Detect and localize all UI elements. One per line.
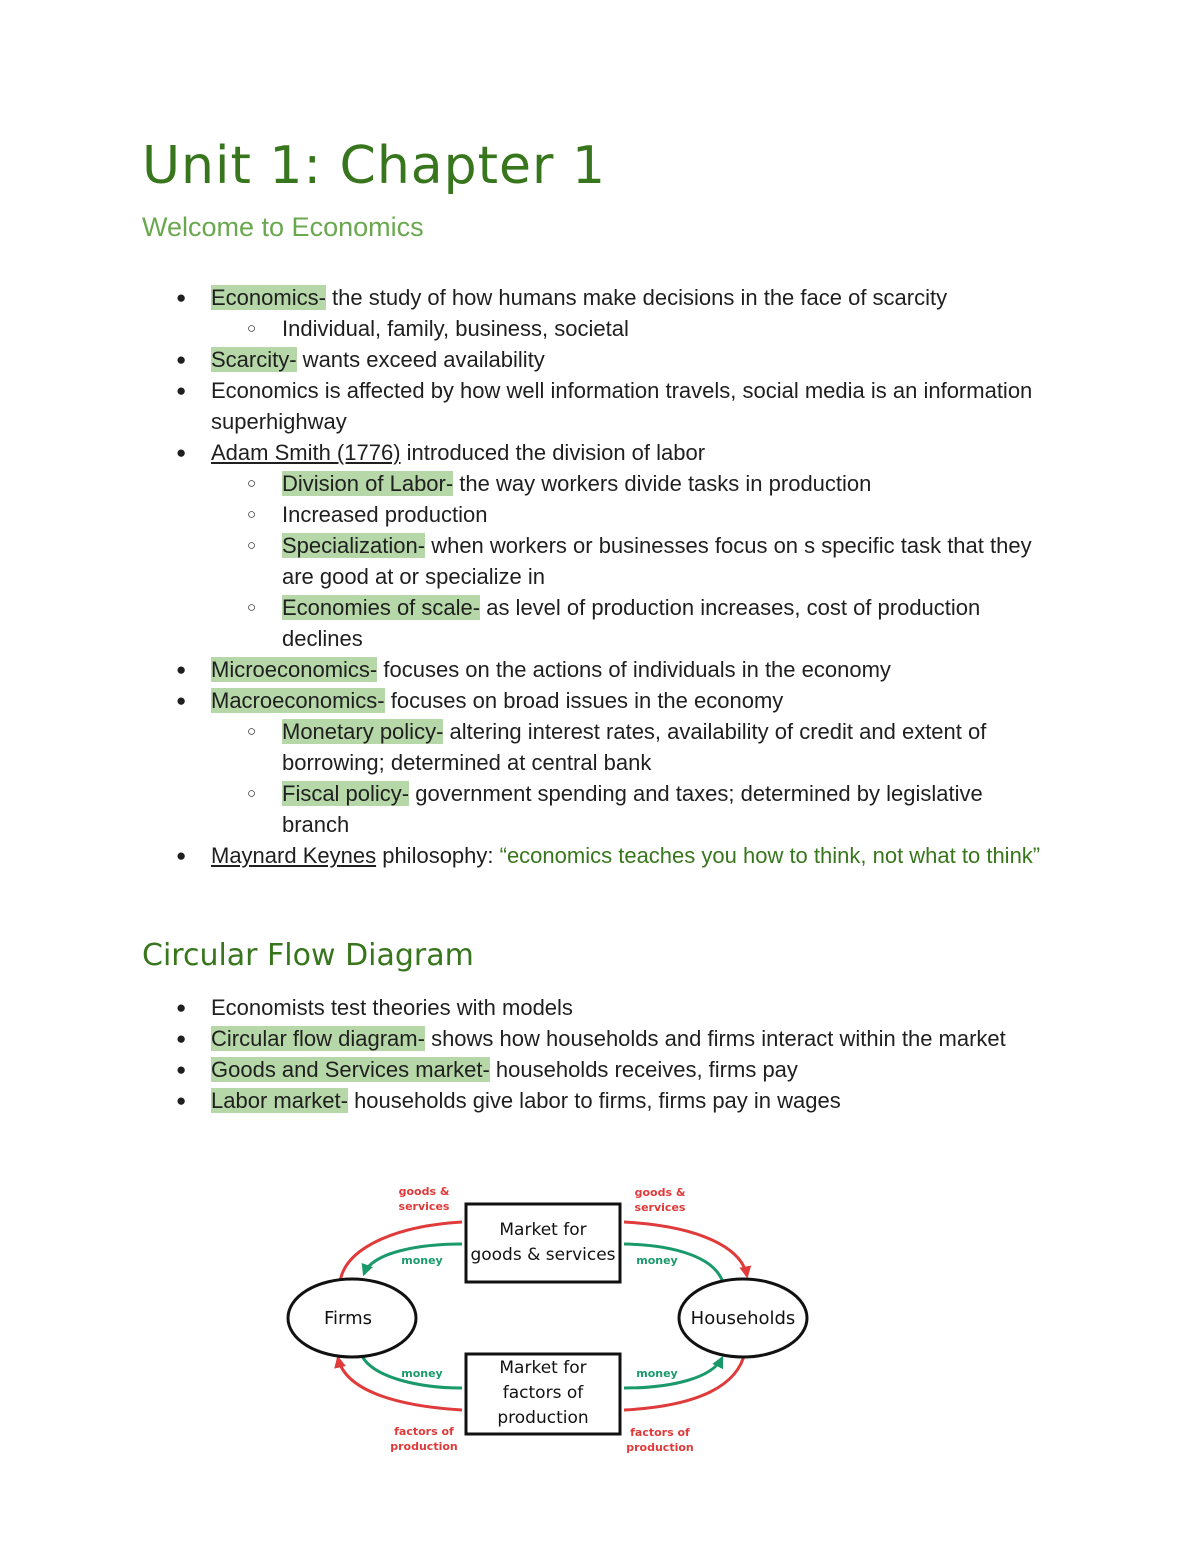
section-heading-circular-flow: Circular Flow Diagram (142, 938, 474, 973)
goods-market-box (466, 1204, 620, 1282)
definition-text: when workers or businesses focus on s specific task that they are good at or specialize in (282, 533, 1032, 589)
circle-bullet-icon: ○ (247, 320, 257, 337)
bullet-icon: ● (176, 350, 187, 369)
definition-text: altering interest rates, availability of credit and extent of borrowing; determined at central bank (282, 719, 987, 775)
bullet-icon: ● (176, 288, 187, 307)
circle-bullet-icon: ○ (247, 785, 257, 802)
list-item (0, 1023, 1200, 1054)
bullet-icon: ● (176, 1029, 187, 1048)
bullet-icon: ● (176, 998, 187, 1017)
definition-text: focuses on broad issues in the economy (384, 688, 784, 713)
keynes-quote: “economics teaches you how to think, not what to think” (499, 843, 1041, 868)
highlighted-term: Economics- (211, 285, 326, 310)
factors-label-right-2: production (626, 1441, 694, 1454)
circle-bullet-icon: ○ (247, 537, 257, 554)
item-text: Economists test theories with models (211, 995, 573, 1020)
factors-label-left-2: production (390, 1440, 458, 1453)
circle-bullet-icon: ○ (247, 475, 257, 492)
highlighted-term: Division of Labor- (282, 471, 454, 496)
definition-text: the study of how humans make decisions in the face of scarcity (325, 285, 948, 310)
list-item (0, 654, 1200, 685)
list-item (0, 685, 1200, 716)
definition-text: wants exceed availability (296, 347, 545, 372)
sub-list-item (0, 468, 1200, 499)
sub-list-item (0, 530, 1200, 592)
notes-list-circular-flow (0, 992, 1200, 1116)
sub-list-item (0, 716, 1200, 778)
list-item (0, 344, 1200, 375)
notes-list-economics (0, 282, 1200, 871)
circle-bullet-icon: ○ (247, 599, 257, 616)
sub-list-item (0, 778, 1200, 840)
highlighted-term: Scarcity- (211, 347, 297, 372)
list-item (0, 437, 1200, 468)
highlighted-term: Goods and Services market- (211, 1057, 490, 1082)
list-item (0, 282, 1200, 313)
bullet-icon: ● (176, 443, 187, 462)
sub-list-item (0, 313, 1200, 344)
bullet-icon: ● (176, 1060, 187, 1079)
factors-market-label-line2: factors of (502, 1383, 584, 1403)
bullet-icon: ● (176, 691, 187, 710)
money-label-top-right: money (636, 1254, 678, 1267)
factors-label-left-1: factors of (394, 1425, 454, 1438)
sub-list-item (0, 499, 1200, 530)
list-item (0, 1054, 1200, 1085)
definition-text: households give labor to firms, firms pay in wages (347, 1088, 841, 1113)
list-item (0, 1085, 1200, 1116)
highlighted-term: Monetary policy- (282, 719, 444, 744)
page-title: Unit 1: Chapter 1 (142, 136, 607, 196)
highlighted-term: Circular flow diagram- (211, 1026, 425, 1051)
item-text: introduced the division of labor (400, 440, 706, 465)
factors-market-label-line3: production (497, 1408, 589, 1428)
definition-text: focuses on the actions of individuals in the economy (377, 657, 891, 682)
item-text: Individual, family, business, societal (282, 316, 629, 341)
money-label-bottom-left: money (401, 1367, 443, 1380)
circle-bullet-icon: ○ (247, 723, 257, 740)
item-text: philosophy: (376, 843, 500, 868)
goods-services-label-left-1: goods & (398, 1185, 450, 1198)
money-label-bottom-right: money (636, 1367, 678, 1380)
goods-market-label-line1: Market for (499, 1220, 587, 1240)
factors-market-label-line1: Market for (499, 1358, 587, 1378)
list-item (0, 375, 1200, 437)
list-item (0, 840, 1200, 871)
underlined-name: Maynard Keynes (211, 843, 377, 868)
bullet-icon: ● (176, 1091, 187, 1110)
highlighted-term: Specialization- (282, 533, 426, 558)
firms-label: Firms (323, 1308, 373, 1329)
factors-flow-arrow-left (338, 1358, 462, 1410)
bullet-icon: ● (176, 846, 187, 865)
goods-services-label-left-2: services (398, 1200, 450, 1213)
households-label: Households (690, 1308, 796, 1329)
circular-flow-diagram (280, 1172, 820, 1462)
goods-services-label-right-1: goods & (634, 1186, 686, 1199)
highlighted-term: Labor market- (211, 1088, 348, 1113)
underlined-name: Adam Smith (1776) (211, 440, 401, 465)
definition-text: households receives, firms pay (489, 1057, 798, 1082)
highlighted-term: Microeconomics- (211, 657, 378, 682)
definition-text: government spending and taxes; determined by legislative branch (282, 781, 983, 837)
goods-flow-arrow-right (624, 1222, 747, 1276)
definition-text: shows how households and firms interact within the market (424, 1026, 1006, 1051)
highlighted-term: Macroeconomics- (211, 688, 385, 713)
page-subtitle: Welcome to Economics (142, 212, 424, 242)
money-label-top-left: money (401, 1254, 443, 1267)
circle-bullet-icon: ○ (247, 506, 257, 523)
bullet-icon: ● (176, 381, 187, 400)
item-text: Increased production (282, 502, 488, 527)
goods-services-label-right-2: services (634, 1201, 686, 1214)
factors-label-right-1: factors of (630, 1426, 690, 1439)
definition-text: the way workers divide tasks in production (453, 471, 872, 496)
list-item (0, 992, 1200, 1023)
definition-text: as level of production increases, cost of production declines (282, 595, 981, 651)
highlighted-term: Fiscal policy- (282, 781, 410, 806)
bullet-icon: ● (176, 660, 187, 679)
goods-market-label-line2: goods & services (470, 1245, 616, 1265)
sub-list-item (0, 592, 1200, 654)
item-text: Economics is affected by how well information travels, social media is an information superhighway (211, 378, 1033, 434)
highlighted-term: Economies of scale- (282, 595, 481, 620)
